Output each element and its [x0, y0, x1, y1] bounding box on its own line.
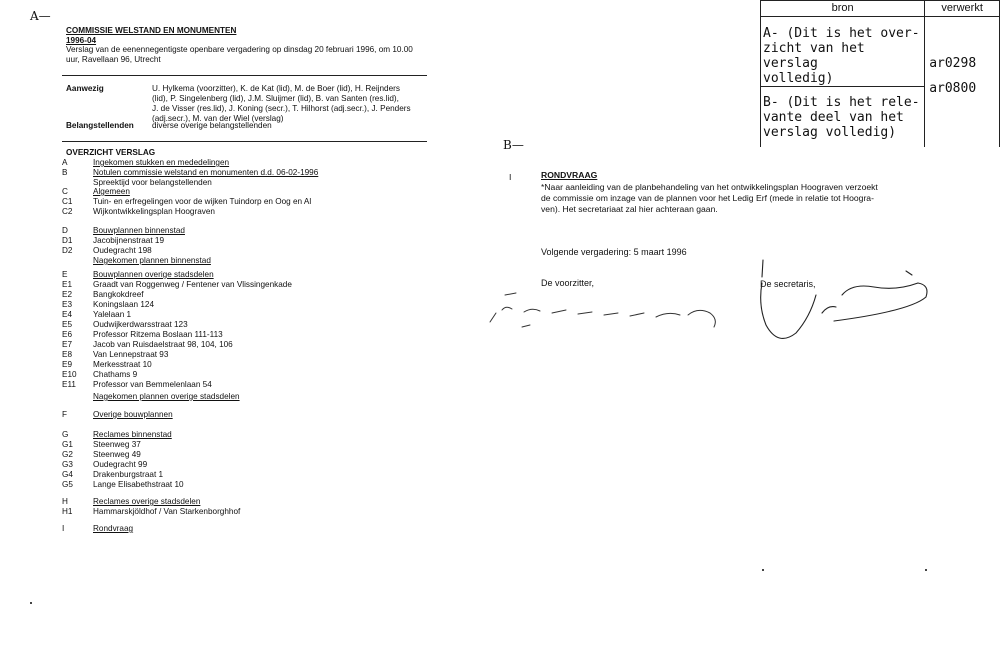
overview-item-code: E7 — [62, 340, 73, 349]
overview-item-code: D2 — [62, 246, 73, 255]
overview-item-code: E6 — [62, 330, 73, 339]
overview-item-code: E5 — [62, 320, 73, 329]
overview-item-text: Wijkontwikkelingsplan Hoograven — [93, 207, 215, 216]
overview-item-code: G — [62, 430, 69, 439]
rondvraag-text — [541, 182, 878, 215]
overview-item-text: Professor van Bemmelenlaan 54 — [93, 380, 212, 389]
overview-item-code: E11 — [62, 380, 76, 389]
overview-item-text: Steenweg 37 — [93, 440, 141, 449]
overview-item-text: Oudegracht 198 — [93, 246, 152, 255]
overview-item-text: Graadt van Roggenweg / Fentener van Vlissingenkade — [93, 280, 292, 289]
overview-item-code: H1 — [62, 507, 73, 516]
overview-item-code: H — [62, 497, 68, 506]
divider — [62, 75, 427, 76]
overview-item-text: Lange Elisabethstraat 10 — [93, 480, 184, 489]
overview-item-code: G1 — [62, 440, 73, 449]
overview-item-text: Van Lennepstraat 93 — [93, 350, 169, 359]
stamp-line: B- (Dit is het rele- — [763, 95, 920, 110]
stamp-cell-bron — [761, 87, 925, 148]
document-number: 1996-04 — [66, 36, 97, 45]
overview-item-code: D — [62, 226, 68, 235]
stamp-cell-verwerkt — [925, 80, 1000, 148]
marker-b: B— — [503, 138, 524, 152]
rondvraag-line: ven). Het secretariaat zal hier achteraan gaan. — [541, 204, 718, 214]
stamp-code: ar0298 — [929, 56, 977, 71]
rondvraag-line: *Naar aanleiding van de planbehandeling van het ontwikkelingsplan Hoograven verzoekt — [541, 182, 878, 192]
overview-item-code: D1 — [62, 236, 73, 245]
intro-line-1: Verslag van de eenennegentigste openbare vergadering op dinsdag 20 februari 1996, om 10.00 — [66, 45, 413, 54]
overview-item-text: Oudegracht 99 — [93, 460, 148, 469]
overview-item-text: Tuin- en erfregelingen voor de wijken Tuindorp en Oog en Al — [93, 197, 312, 206]
overview-item-text: Jacob van Ruisdaelstraat 98, 104, 106 — [93, 340, 233, 349]
signatures-svg — [470, 255, 950, 355]
overview-item-code: C1 — [62, 197, 73, 206]
overview-item-text: Hammarskjöldhof / Van Starkenborghhof — [93, 507, 241, 516]
overview-item-text: Jacobijnenstraat 19 — [93, 236, 165, 245]
secretary-signature — [761, 260, 927, 338]
overview-item-code: C — [62, 187, 68, 196]
overview-item-text: Drakenburgstraat 1 — [93, 470, 164, 479]
speck — [762, 569, 764, 571]
marker-a: A— — [30, 9, 51, 23]
secretary-label: De secretaris, — [760, 279, 816, 289]
overview-item-text: Overige bouwplannen — [93, 410, 173, 419]
overview-item-text: Koningslaan 124 — [93, 300, 155, 309]
overview-item-text: Oudwijkerdwarsstraat 123 — [93, 320, 188, 329]
overview-item-text: Steenweg 49 — [93, 450, 141, 459]
stamp-cell-verwerkt — [925, 17, 1000, 87]
overview-item-subtext: Spreektijd voor belangstellenden — [93, 178, 212, 187]
speck — [30, 602, 32, 604]
speck — [925, 569, 927, 571]
overview-item-code: G2 — [62, 450, 73, 459]
overview-item-code: F — [62, 410, 68, 419]
stamp-line: A- (Dit is het over- — [763, 26, 920, 41]
stamp-header-verwerkt: verwerkt — [925, 1, 1000, 17]
stamp-line: verslag volledig) — [763, 125, 897, 140]
stamp-cell-bron — [761, 17, 925, 87]
overview-item-text: Ingekomen stukken en mededelingen — [93, 158, 230, 167]
stamp-line: vante deel van het — [763, 110, 904, 125]
overview-item-code: B — [62, 168, 68, 177]
present-label: Aanwezig — [66, 84, 104, 93]
present-line: (lid), P. Singelenberg (lid), J.M. Sluijmer (lid), B. van Santen (res.lid), — [152, 94, 399, 103]
overview-item-text: Professor Ritzema Boslaan 111-113 — [93, 330, 223, 339]
overview-item-text: Reclames overige stadsdelen — [93, 497, 201, 506]
overview-item-text: Bouwplannen overige stadsdelen — [93, 270, 214, 279]
rondvraag-line: de commissie om inzage van de plannen voor het Ledig Erf (mede in relatie tot Hoogra- — [541, 193, 874, 203]
overview-item-code: E3 — [62, 300, 73, 309]
overview-item-text: Nagekomen plannen overige stadsdelen — [93, 392, 240, 401]
overview-title: OVERZICHT VERSLAG — [66, 148, 156, 157]
stakeholders-value: diverse overige belangstellenden — [152, 121, 272, 130]
overview-item-code: C2 — [62, 207, 73, 216]
overview-item-code: I — [62, 524, 65, 533]
present-line: J. de Visser (res.lid), J. Koning (secr.), T. Hilhorst (adj.secr.), J. Penders — [152, 104, 411, 113]
overview-item-subtext: Nagekomen plannen binnenstad — [93, 256, 211, 265]
overview-item-code: A — [62, 158, 68, 167]
overview-item-text: Yalelaan 1 — [93, 310, 132, 319]
overview-item-code: G3 — [62, 460, 73, 469]
rondvraag-title: RONDVRAAG — [541, 170, 598, 180]
stamp-code: ar0800 — [929, 80, 977, 96]
overview-item-code: E2 — [62, 290, 73, 299]
overview-item-text: Notulen commissie welstand en monumenten d.d. 06-02-1996 — [93, 168, 319, 177]
overview-item-code: E8 — [62, 350, 73, 359]
overview-item-code: G4 — [62, 470, 73, 479]
overview-item-code: E4 — [62, 310, 73, 319]
overview-item-code: E10 — [62, 370, 77, 379]
overview-item-text: Merkesstraat 10 — [93, 360, 152, 369]
overview-item-text: Algemeen — [93, 187, 130, 196]
present-line: (adj.secr.), M. van der Wiel (verslag) — [152, 114, 284, 123]
present-list — [152, 84, 411, 124]
next-meeting: Volgende vergadering: 5 maart 1996 — [541, 247, 687, 257]
stamp-line: volledig) — [763, 71, 834, 86]
overview-item-code: G5 — [62, 480, 73, 489]
overview-item-code: E9 — [62, 360, 73, 369]
stamp-line: zicht van het verslag — [763, 41, 865, 71]
stamp-header-bron: bron — [761, 1, 925, 17]
overview-item-text: Rondvraag — [93, 524, 134, 533]
overview-item-code: E — [62, 270, 68, 279]
chair-label: De voorzitter, — [541, 278, 595, 288]
rondvraag-code: I — [509, 172, 512, 182]
archive-stamp — [760, 0, 1000, 147]
divider — [62, 141, 427, 142]
overview-item-text: Reclames binnenstad — [93, 430, 172, 439]
intro-line-2: uur, Ravellaan 96, Utrecht — [66, 55, 161, 64]
overview-item-text: Bouwplannen binnenstad — [93, 226, 185, 235]
document-title: COMMISSIE WELSTAND EN MONUMENTEN — [66, 26, 237, 35]
overview-item-text: Bangkokdreef — [93, 290, 144, 299]
stakeholders-label: Belangstellenden — [66, 121, 134, 130]
overview-item-text: Chathams 9 — [93, 370, 138, 379]
chair-signature — [490, 293, 715, 327]
overview-item-code: E1 — [62, 280, 73, 289]
present-line: U. Hylkema (voorzitter), K. de Kat (lid), M. de Boer (lid), H. Reijnders — [152, 84, 400, 93]
